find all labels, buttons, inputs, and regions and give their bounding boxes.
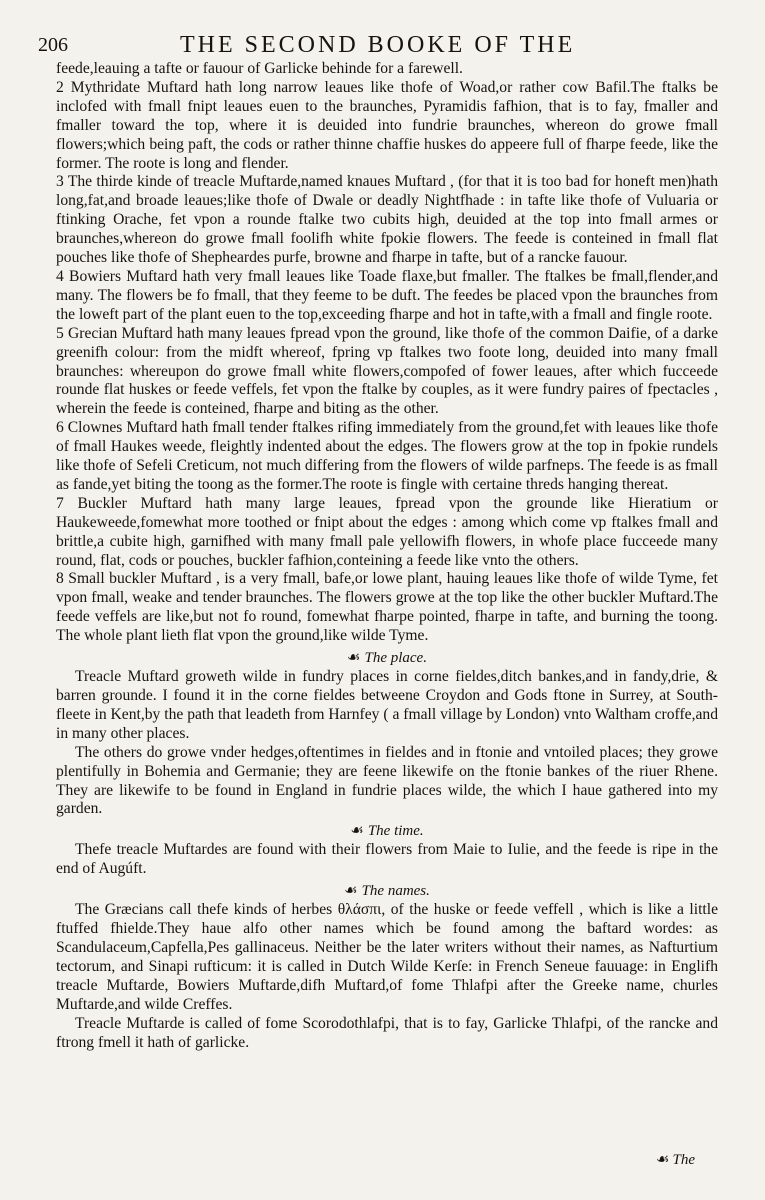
paragraph-item-8: 8 Small buckler Muftard , is a very fmall, bafe,or lowe plant, hauing leaues like thofe of wilde Tyme, fet vpon fmall, weake and tender braunches. The flowers growe at the top like the other buckler Muftard.The feede veffels are like,but not fo round, fomewhat fharpe pointed, fharpe in tafte, and burning the toong. The whole plant lieth flat vpon the ground,like wilde Tyme. xyxy=(56,570,718,645)
fleuron-icon: ☙ xyxy=(347,650,361,667)
paragraph-place-2: The others do growe vnder hedges,oftentimes in fieldes and in ftonie and vntoiled places; they growe plentifully in Bohemia and Germanie; they are feene likewife on the ftonie bankes of the riuer Rhene. They are likewife to be found in England in fundrie places wilde, the which I haue gathered into my garden. xyxy=(56,743,718,818)
heading-time xyxy=(56,822,718,841)
paragraph-item-7: 7 Buckler Muftard hath many large leaues, fpread vpon the grounde like Hieratium or Haukeweede,fomewhat more toothed or fnipt about the edges : among which come vp ftalkes fmall and brittle,a cubite high, garnifhed with many fmall pale yellowifh flowers, in whofe place fucceede many round, flat, cods or pouches, buckler fafhion,conteining a feede like vnto the others. xyxy=(56,494,718,569)
paragraph-item-2: 2 Mythridate Muftard hath long narrow leaues like thofe of Woad,or rather cow Bafil.The ftalks be inclofed with fmall fnipt leaues euen to the braunches, Pyramidis fafhion, that is to fay, fmaller and fmaller toward the top, where it is deuided into fundrie braunches, whereon do growe fmall flowers;which being paft, the cods or rather thinne chaffie huskes do appeere full of fharpe feede, like the former. The roote is long and flender. xyxy=(56,78,718,172)
heading-names-label: The names. xyxy=(361,883,430,900)
heading-names xyxy=(56,882,718,901)
heading-time-label: The time. xyxy=(367,823,424,840)
catchword xyxy=(656,1150,695,1169)
fleuron-icon: ☙ xyxy=(656,1152,670,1168)
paragraph-item-5: 5 Grecian Muftard hath many leaues fpread vpon the ground, like thofe of the common Daifie, of a darke greenifh colour: from the midft whereof, fpring vp ftalkes two foote long, deuided into many fmall braunches: whereupon do growe fmall white flowers,compofed of fower leaues, after which fucceede rounde flat huskes or feede veffels, fet vpon the ftalke by couples, as it were fundry paires of fpectacles , wherein the feede is conteined, fharpe and biting as the other. xyxy=(56,324,718,418)
paragraph-item-4: 4 Bowiers Muftard hath very fmall leaues like Toade flaxe,but fmaller. The ftalkes be fmall,flender,and many. The flowers be fo fmall, that they feeme to be duft. The feedes be placed vpon the braunches from the loweft part of the plant euen to the top,exceeding fharpe and hot in tafte,with a fmall and fingle roote. xyxy=(56,267,718,323)
running-title: THE SECOND BOOKE OF THE xyxy=(180,32,576,58)
paragraph-time: Thefe treacle Muftardes are found with their flowers from Maie to Iulie, and the feede is ripe in the end of Augúft. xyxy=(56,841,718,878)
paragraph-item-3: 3 The thirde kinde of treacle Muftarde,named knaues Muftard , (for that it is too bad for honeft men)hath long,fat,and broade leaues;like thofe of Dwale or deadly Nightfhade : in tafte like thofe of Vuluaria or ftinking Orache, fet vpon a rounde ftalke two cubits high, deuided at the top into fmall armes or braunches,whereon do growe fmall foolifh white fpokie flowers. The feede is conteined in fmall flat pouches like thofe of Shepheardes purfe, browne and fharpe in tafte, but of a rancke fauour. xyxy=(56,173,718,267)
paragraph-names-2: Treacle Muftarde is called of fome Scorodothlafpi, that is to fay, Garlicke Thlafpi, of the rancke and ftrong fmell it hath of garlicke. xyxy=(56,1014,718,1051)
paragraph-continuation: feede,leauing a tafte or fauour of Garlicke behinde for a farewell. xyxy=(56,60,463,77)
catchword-text: The xyxy=(672,1152,695,1168)
heading-place xyxy=(56,649,718,668)
heading-place-label: The place. xyxy=(364,650,427,667)
page-number: 206 xyxy=(38,34,68,56)
fleuron-icon: ☙ xyxy=(344,883,358,900)
page-body xyxy=(56,60,718,1052)
fleuron-icon: ☙ xyxy=(350,823,364,840)
paragraph-place-1: Treacle Muftard groweth wilde in fundry places in corne fieldes,ditch bankes,and in fandy,drie, & barren grounde. I found it in the corne fieldes betweene Croydon and Gods ftone in Surrey, at South-fleete in Kent,by the path that leadeth from Harnfey ( a fmall village by London) vnto Waltham croffe,and in many other places. xyxy=(56,668,718,742)
page-header xyxy=(38,32,735,62)
paragraph-item-6: 6 Clownes Muftard hath fmall tender ftalkes rifing immediately from the ground,fet with leaues like thofe of fmall Haukes weede, fleightly indented about the edges. The flowers grow at the top in fpokie rundels like thofe of Sefeli Creticum, not much differing from the flowers of wilde parfneps. The feede is as fmall as fande,yet biting the toong as the former.The roote is fingle with certaine threds hanging thereat. xyxy=(56,419,718,493)
paragraph-names-1: The Græcians call thefe kinds of herbes θλάσπι, of the huske or feede veffell , which is like a little ftuffed fhielde.They haue alfo other names which be found among the baftard wordes: as Scandulaceum,Capfella,Pes gallinaceus. Neither be the later writers without their names, as Nafturtium tectorum, and Sinapi rufticum: it is called in Dutch Wilde Kerſe: in French Seneue fauuage: in Englifh treacle Muftarde, Bowiers Muftarde,difh Muftard,of fome Thlafpi after the Greeke name, churles Muftarde,and wilde Creffes. xyxy=(56,901,718,1013)
